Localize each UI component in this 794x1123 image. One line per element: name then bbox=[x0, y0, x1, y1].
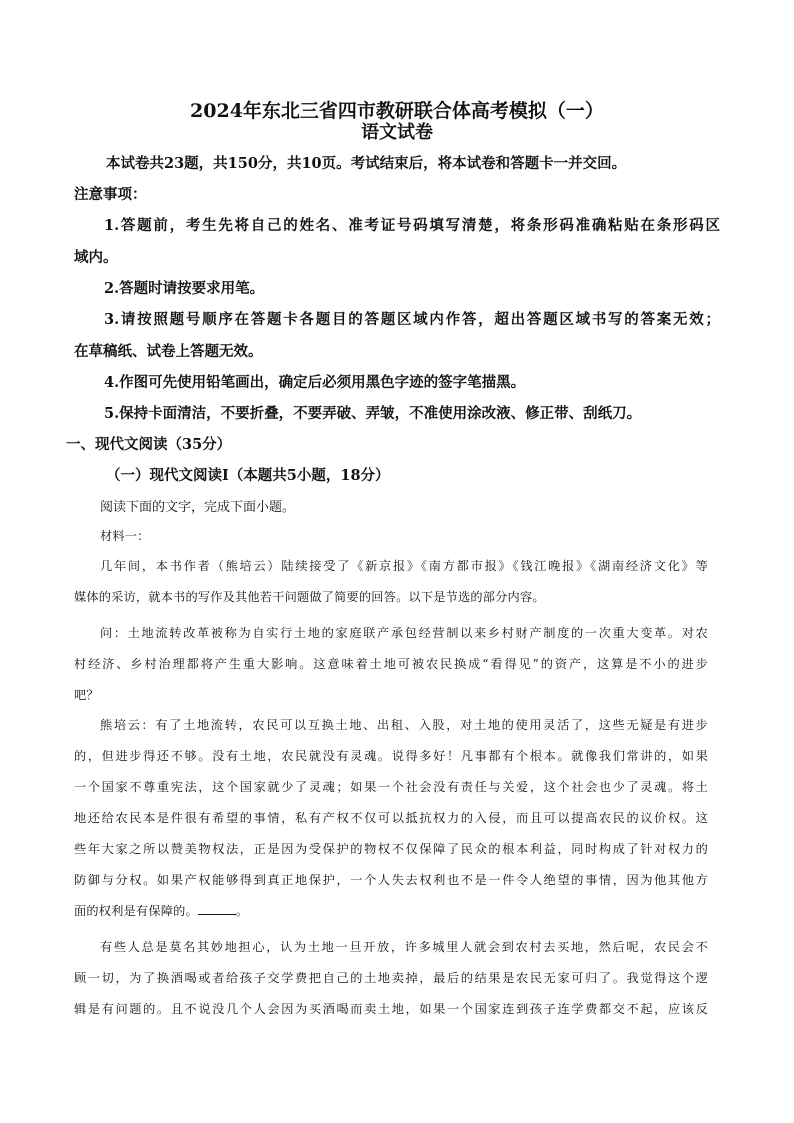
blank-end-punct: 。 bbox=[235, 904, 249, 918]
paragraph-line: 地还给农民本是件很有希望的事情，私有产权不仅可以抵抗权力的入侵，而且可以提高农民的议价权。这 bbox=[74, 811, 708, 825]
exam-title: 2024年东北三省四市教研联合体高考模拟（一） bbox=[190, 100, 604, 122]
paragraph-line: 些年大家之所以赞美物权法，正是因为受保护的物权不仅保障了民众的根本利益，同时构成了针对权力的 bbox=[74, 842, 708, 856]
notice-item: 域内。 bbox=[74, 249, 118, 266]
paragraph-line: 面的权利是有保障的。 bbox=[74, 904, 198, 918]
paragraph-line-with-blank bbox=[74, 902, 720, 919]
paragraph-line: 的，但进步得还不够。没有土地，农民就没有灵魂。说得多好！凡事都有个根本。就像我们常讲的，如果 bbox=[74, 749, 708, 763]
paragraph-line: 媒体的采访，就本书的写作及其他若干问题做了简要的回答。以下是节选的部分内容。 bbox=[74, 590, 545, 604]
paragraph-line: 顾一切，为了换酒喝或者给孩子交学费把自己的土地卖掉，最后的结果是农民无家可归了。我觉得这个逻 bbox=[74, 971, 708, 985]
answer-blank bbox=[198, 902, 236, 915]
paragraph-line: 熊培云：有了土地流转，农民可以互换土地、出租、入股，对土地的使用灵活了，这些无疑是有进步 bbox=[100, 718, 708, 732]
paragraph-line: 村经济、乡村治理都将产生重大影响。这意味着土地可被农民换成“看得见”的资产，这算是不小的进步 bbox=[74, 657, 708, 671]
paragraph-line: 一个国家不尊重宪法，这个国家就少了灵魂；如果一个社会没有责任与关爱，这个社会也少了灵魂。将土 bbox=[74, 780, 708, 794]
notice-item: 在草稿纸、试卷上答题无效。 bbox=[74, 343, 263, 360]
intro-text: 本试卷共23题，共150分，共10页。考试结束后，将本试卷和答题卡一并交回。 bbox=[106, 155, 627, 172]
notice-heading: 注意事项： bbox=[74, 186, 147, 203]
paragraph-line: 有些人总是莫名其妙地担心，认为土地一旦开放，许多城里人就会到农村去买地，然后呢，农民会不 bbox=[100, 940, 708, 954]
paragraph-line: 防御与分权。如果产权能够得到真正地保护，一个人失去权利也不是一件令人绝望的事情，因为他其他方 bbox=[74, 873, 708, 887]
section-heading: 一、现代文阅读（35分） bbox=[66, 436, 232, 453]
notice-item: 1.答题前，考生先将自己的姓名、准考证号码填写清楚，将条形码准确粘贴在条形码区 bbox=[104, 217, 720, 234]
material-label: 材料一： bbox=[100, 529, 150, 543]
subsection-heading: （一）现代文阅读Ⅰ（本题共5小题，18分） bbox=[106, 467, 390, 484]
notice-item: 3.请按照题号顺序在答题卡各题目的答题区域内作答，超出答题区域书写的答案无效； bbox=[104, 311, 720, 328]
reading-instruction: 阅读下面的文字，完成下面小题。 bbox=[100, 500, 296, 515]
paragraph-line: 吧？ bbox=[74, 688, 99, 702]
paragraph-line: 几年间，本书作者（熊培云）陆续接受了《新京报》《南方都市报》《钱江晚报》《湖南经济文化》等 bbox=[100, 559, 708, 573]
notice-item: 5.保持卡面清洁，不要折叠，不要弄破、弄皱，不准使用涂改液、修正带、刮纸刀。 bbox=[104, 405, 642, 422]
exam-subtitle: 语文试卷 bbox=[361, 122, 433, 143]
notice-item: 4.作图可先使用铅笔画出，确定后必须用黑色字迹的签字笔描黑。 bbox=[104, 374, 526, 391]
paragraph-line: 辑是有问题的。且不说没几个人会因为买酒喝而卖土地，如果一个国家连到孩子连学费都交不起，应该反 bbox=[74, 1002, 708, 1016]
notice-item: 2.答题时请按要求用笔。 bbox=[104, 280, 265, 297]
paragraph-line: 问：土地流转改革被称为自实行土地的家庭联产承包经营制以来乡村财产制度的一次重大变革。对农 bbox=[100, 626, 708, 640]
